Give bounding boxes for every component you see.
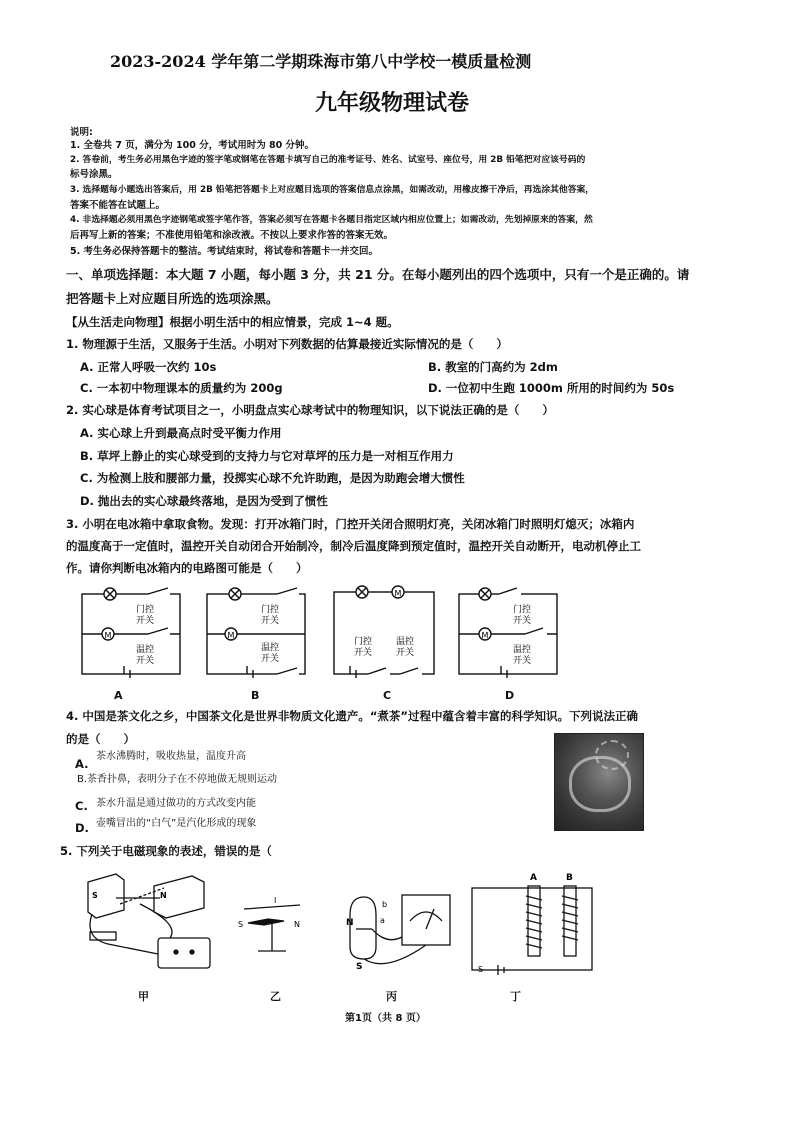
figure-bing-induction [346,885,476,975]
q2-option-a: A. 实心球上升到最高点时受平衡力作用 [80,426,282,440]
q4-stem-line1: 4. 中国是茶文化之乡，中国茶文化是世界非物质文化遗产。“煮茶”过程中蕴含着丰富的科学知识。下列说法正确 [66,709,638,723]
svg-text:开关: 开关 [261,654,280,664]
tea-boiling-photo [554,733,644,831]
q4-stem-line2: 的是（ ） [66,732,135,746]
circuit-label-c: C [383,689,392,702]
q3-stem-line1: 3. 小明在电冰箱中拿取食物。发现：打开冰箱门时，门控开关闭合照明灯亮，关闭冰箱门时照明灯熄灭；冰箱内 [66,517,635,531]
note-line: 5. 考生务必保持答题卡的整洁。考试结束时，将试卷和答题卡一并交回。 [70,246,379,257]
current-mark: I [274,896,277,905]
q4-option-c-letter: C. [75,799,88,813]
pole-s: S [356,962,363,972]
svg-text:门控: 门控 [354,637,373,647]
figure-yi-oersted [238,895,308,965]
figure-label-bing: 丙 [386,990,397,1003]
notes-heading: 说明: [70,127,93,138]
q3-stem-line2: 的温度高于一定值时，温控开关自动闭合开始制冷，制冷后温度降到预定值时，温控开关自动断开，电动机停止工 [66,539,641,553]
svg-text:门控: 门控 [261,605,280,615]
wire-a: a [380,916,385,925]
q4-option-d: 壶嘴冒出的“白气”是汽化形成的现象 [96,818,257,829]
q1-option-b: B. 教室的门高约为 2dm [428,360,558,374]
switch-label: 开关 [136,616,155,626]
exam-title: 2023-2024 学年第二学期珠海市第八中学校一模质量检测 [110,52,532,71]
svg-text:M: M [394,589,402,598]
q4-option-b: B.茶香扑鼻，表明分子在不停地做无规则运动 [77,774,278,785]
svg-text:开关: 开关 [513,656,532,666]
section-heading: 一、单项选择题：本大题 7 小题，每小题 3 分，共 21 分。在每小题列出的四个选项中，只有一个是正确的。请 [66,267,690,282]
q2-option-b: B. 草坪上静止的实心球受到的支持力与它对草坪的压力是一对相互作用力 [80,449,454,463]
svg-text:开关: 开关 [261,616,280,626]
figure-label-ding: 丁 [510,990,521,1003]
circuit-label-d: D [505,689,515,702]
pole-s: S [92,891,98,900]
figure-label-yi: 乙 [270,990,281,1003]
switch-label: 门控 [136,605,155,615]
q1-option-c: C. 一本初中物理课本的质量约为 200g [80,381,283,395]
wire-b: b [382,900,388,909]
note-line: 4. 非选择题必须用黑色字迹钢笔或签字笔作答，答案必须写在答题卡各题目指定区域内相应位置上；如需改动，先划掉原来的答案，然 [70,215,593,225]
note-line: 答案不能答在试题上。 [70,200,166,211]
q2-stem: 2. 实心球是体育考试项目之一，小明盘点实心球考试中的物理知识，以下说法正确的是（ ） [66,403,554,417]
q1-stem: 1. 物理源于生活，又服务于生活。小明对下列数据的估算最接近实际情况的是（ ） [66,337,508,351]
svg-text:M: M [481,631,489,640]
q2-option-c: C. 为检测上肢和腰部力量，投掷实心球不允许助跑，是因为助跑会增大惯性 [80,471,465,485]
note-line: 2. 答卷前，考生务必用黑色字迹的签字笔或钢笔在答题卡填写自己的准考证号、姓名、试室号、座位号，用 2B 铅笔把对应该号码的 [70,155,586,165]
section-heading-cont: 把答题卡上对应题目所选的选项涂黑。 [66,291,279,306]
svg-text:开关: 开关 [354,648,373,658]
figure-jia-generator [80,868,220,978]
svg-text:温控: 温控 [396,637,415,647]
note-line: 标号涂黑。 [70,169,118,180]
pole-s: S [238,920,244,929]
circuit-label-a: A [114,689,123,702]
circuit-label-b: B [251,689,260,702]
svg-text:开关: 开关 [396,648,415,658]
q1-option-a: A. 正常人呼吸一次约 10s [80,360,217,374]
q3-stem-line3: 作。请你判断电冰箱内的电路图可能是（ ） [66,561,308,575]
note-line: 后再写上新的答案；不准使用铅笔和涂改液。不按以上要求作答的答案无效。 [70,230,394,241]
exam-subtitle: 九年级物理试卷 [315,90,470,116]
svg-text:M: M [227,631,235,640]
page-number: 第1页（共 8 页） [345,1013,426,1024]
switch-label: 开关 [136,656,155,666]
q2-option-d: D. 抛出去的实心球最终落地，是因为受到了惯性 [80,494,328,508]
circuit-diagram-d [455,588,565,683]
pole-n: N [294,920,300,929]
q4-option-d-letter: D. [75,821,89,835]
note-line: 1. 全卷共 7 页，满分为 100 分，考试用时为 80 分钟。 [70,140,315,151]
circuit-diagram-b [203,588,313,683]
circuit-diagram-a [78,588,188,683]
motor-symbol: M [104,631,112,640]
group-intro: 【从生活走向物理】根据小明生活中的相应情景，完成 1~4 题。 [66,315,399,329]
pole-s: S [478,965,484,974]
q4-option-a-letter: A. [75,757,89,771]
q5-stem: 5. 下列关于电磁现象的表述，错误的是（ [60,844,272,858]
svg-text:开关: 开关 [513,616,532,626]
switch-label: 温控 [136,645,155,655]
magnet-b: B [566,873,573,883]
steam-shape [595,740,629,770]
q1-option-d: D. 一位初中生跑 1000m 所用的时间约为 50s [428,381,675,395]
q4-option-a: 茶水沸腾时，吸收热量，温度升高 [96,751,246,762]
svg-text:温控: 温控 [513,645,532,655]
q4-option-c: 茶水升温是通过做功的方式改变内能 [96,798,256,809]
circuit-diagram-c [330,580,440,683]
svg-text:门控: 门控 [513,605,532,615]
magnet-a: A [530,873,537,883]
figure-ding-electromagnets [468,868,598,978]
note-line: 3. 选择题每小题选出答案后，用 2B 铅笔把答题卡上对应题目选项的答案信息点涂黑，如需改动，用橡皮擦干净后，再选涂其他答案， [70,185,595,195]
svg-text:温控: 温控 [261,643,280,653]
figure-label-jia: 甲 [138,990,149,1003]
pole-n: N [346,918,354,928]
pole-n: N [160,891,167,900]
